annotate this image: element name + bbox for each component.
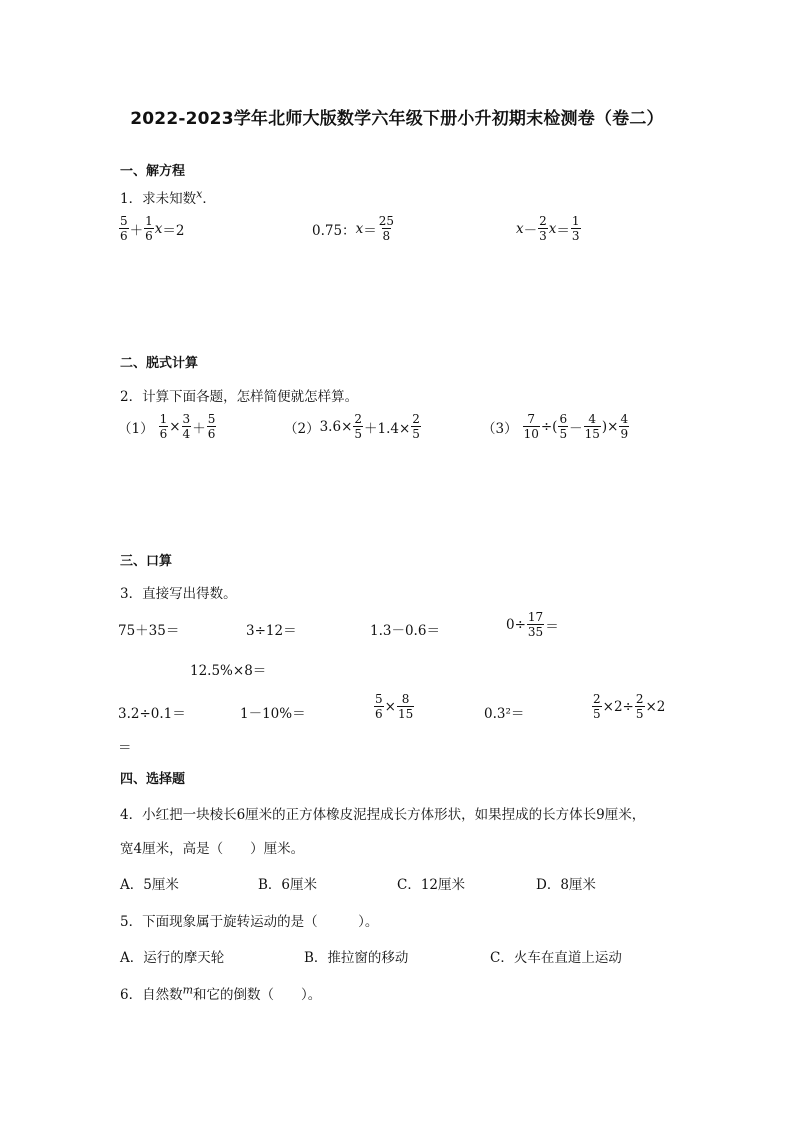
option-c[interactable]: C．火车在直道上运动: [490, 950, 622, 966]
fraction: $\frac{6}{5}$: [559, 412, 568, 441]
problem-2-2: [284, 412, 422, 441]
section-heading-3: 三、口算: [120, 554, 173, 569]
section-heading-2: 二、脱式计算: [120, 356, 199, 371]
variable-x: x: [355, 220, 364, 237]
page-title: 2022-2023学年北师大版数学六年级下册小升初期末检测卷（卷二）: [130, 109, 664, 129]
oral-item-equals: ＝: [118, 740, 132, 756]
equation-lhs: 0.75：: [312, 222, 356, 239]
oral-item: 3÷12＝: [246, 623, 297, 639]
option-b[interactable]: B．6厘米: [258, 877, 318, 893]
operator: －: [569, 420, 583, 437]
problem-label: （3）: [482, 420, 518, 437]
fraction: $\frac{2}{5}$: [412, 412, 420, 441]
variable-x: x: [154, 220, 163, 237]
oral-item: 0.3²＝: [484, 706, 525, 722]
operator: ×: [169, 418, 181, 435]
option-b[interactable]: B．推拉窗的移动: [304, 950, 409, 966]
equation-1: [118, 214, 185, 243]
fraction: $\frac{1}{3}$: [571, 214, 580, 243]
fraction: $\frac{5}{6}$: [120, 214, 128, 243]
section-heading-1: 一、解方程: [120, 164, 186, 179]
operator: ＋: [129, 222, 144, 239]
fraction: $\frac{1}{6}$: [159, 412, 168, 441]
section-heading-4: 四、选择题: [120, 772, 186, 787]
question-6-stem: [120, 983, 321, 1003]
fraction: $\frac{8}{15}$: [397, 692, 414, 721]
equation-3: [516, 214, 582, 243]
operand: ＋1.4×: [364, 420, 411, 437]
fraction: $\frac{7}{10}$: [523, 412, 539, 441]
oral-item: [506, 610, 559, 639]
problem-label: （1）: [118, 420, 154, 437]
variable-m: m: [182, 983, 194, 997]
oral-item: 1－10%＝: [240, 706, 306, 722]
oral-item: 12.5%×8＝: [190, 663, 267, 679]
equation-rhs: ＝2: [162, 222, 185, 239]
fraction: $\frac{2}{5}$: [635, 692, 644, 721]
option-c[interactable]: C．12厘米: [397, 877, 466, 893]
question-5-stem: 5．下面现象属于旋转运动的是（ ）。: [120, 914, 379, 930]
fraction: $\frac{5}{6}$: [207, 412, 216, 441]
fraction: $\frac{4}{15}$: [584, 412, 600, 441]
operator: ÷(: [540, 418, 558, 435]
variable-x: x: [548, 220, 557, 237]
equals-sign: ＝: [363, 222, 377, 239]
fraction: $\frac{1}{6}$: [145, 214, 153, 243]
fraction: $\frac{3}{4}$: [182, 412, 191, 441]
question-6-stem-end: 和它的倒数（ ）。: [193, 987, 322, 1003]
oral-item: 3.2÷0.1＝: [118, 706, 186, 722]
operator: ×: [384, 698, 396, 715]
variable-x: x: [196, 187, 203, 201]
oral-item: 1.3－0.6＝: [370, 623, 440, 639]
fraction: $\frac{2}{5}$: [593, 692, 601, 721]
operand: 3.6×: [319, 418, 353, 435]
question-4-line-1: 4．小红把一块棱长6厘米的正方体橡皮泥捏成长方体形状，如果捏成的长方体长9厘米，: [120, 807, 646, 823]
equals-sign: ＝: [556, 222, 570, 239]
operand: 0÷: [506, 616, 526, 633]
fraction: $\frac{4}{9}$: [620, 412, 629, 441]
equation-2: [312, 214, 396, 243]
operator: ×2÷: [602, 698, 634, 715]
fraction: $\frac{5}{6}$: [375, 692, 383, 721]
operator: ×2: [645, 698, 666, 715]
problem-2-1: [118, 412, 217, 441]
oral-item: 75＋35＝: [118, 623, 180, 639]
option-a[interactable]: A．5厘米: [120, 877, 179, 893]
variable-x: x: [516, 220, 524, 237]
problem-label: （2）: [284, 420, 320, 437]
problem-2-3: [482, 412, 630, 441]
question-4-line-2: 宽4厘米，高是（ ）厘米。: [120, 841, 305, 857]
fraction: $\frac{2}{5}$: [354, 412, 363, 441]
question-1-stem: [120, 187, 216, 207]
fraction: $\frac{25}{8}$: [378, 214, 394, 243]
oral-item: [373, 692, 415, 721]
option-d[interactable]: D．8厘米: [536, 877, 596, 893]
question-6-stem-text: 6．自然数: [120, 987, 183, 1003]
oral-item: [591, 692, 665, 721]
operator: －: [523, 222, 538, 239]
equals-sign: ＝: [545, 618, 559, 635]
option-a[interactable]: A．运行的摩天轮: [120, 950, 225, 966]
question-1-stem-end: ．: [202, 191, 216, 207]
fraction: $\frac{2}{3}$: [539, 214, 547, 243]
operator: )×: [601, 418, 619, 435]
question-2-stem: 2．计算下面各题，怎样简便就怎样算。: [120, 389, 359, 405]
question-1-stem-text: 1．求未知数: [120, 191, 197, 207]
operator: ＋: [192, 420, 206, 437]
question-3-stem: 3．直接写出得数。: [120, 586, 237, 602]
fraction: $\frac{17}{35}$: [527, 610, 544, 639]
